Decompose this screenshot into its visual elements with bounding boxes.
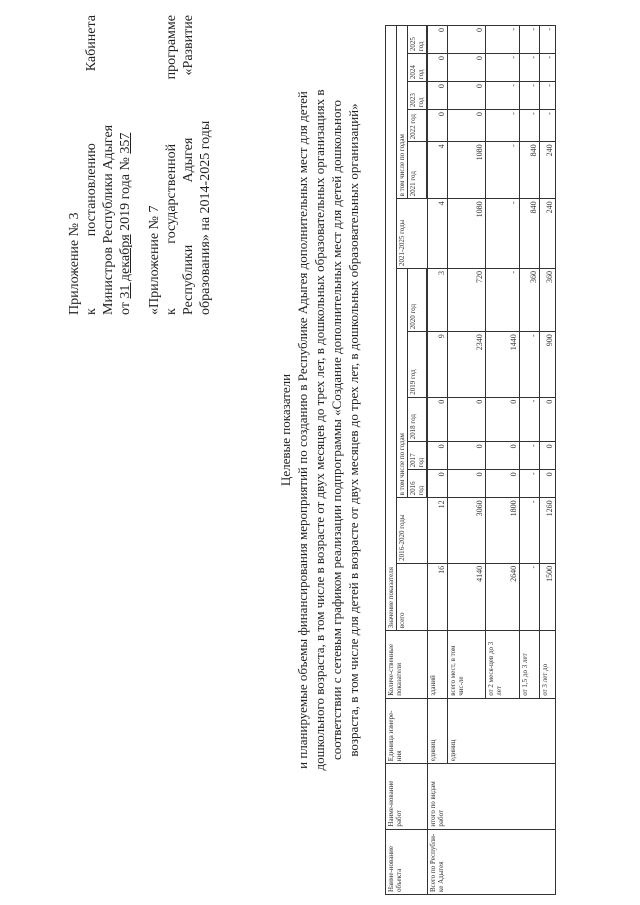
header-y2019: 2019 год bbox=[408, 332, 427, 397]
appendix7-program-word: программе bbox=[164, 15, 179, 80]
cell-p2: - bbox=[486, 199, 520, 269]
title-heading: Целевые показатели bbox=[278, 373, 293, 487]
cell-p1: 1260 bbox=[540, 498, 556, 563]
header-y2025: 2025 год bbox=[408, 26, 427, 54]
appendix7-years: образования» на 2014-2025 годы bbox=[198, 120, 213, 315]
cell-y2022: 0 bbox=[448, 110, 486, 142]
cell-y2017: - bbox=[520, 442, 540, 470]
header-y2022: 2022 год bbox=[408, 110, 427, 142]
cell-y2023: - bbox=[540, 82, 556, 110]
appendix-cabinet-word: Кабинета bbox=[84, 15, 99, 72]
title-body: и планируемые объемы финансирования мероприятий по созданию в Республике Адыгея дополнительных мест для детей дошкольного возраста, в том числе в возрасте от двух месяцев до трех лет, в дошкольных образовательных организациях в соответствии с сетевым графиком реализации подпрограммы «Создание дополнительных мест для детей дошкольного возраста, в том числе для детей в возрасте от двух месяцев до трех лет, в дошкольных образовательных организаций» bbox=[295, 89, 361, 771]
document-title bbox=[277, 85, 362, 775]
cell-y2017: 0 bbox=[486, 442, 520, 470]
cell-y2019: 9 bbox=[428, 332, 448, 397]
cell-y2025: 0 bbox=[448, 26, 486, 54]
appendix-header bbox=[66, 15, 214, 315]
appendix7-adygea: Адыгея bbox=[181, 137, 196, 183]
cell-y2020: 360 bbox=[540, 268, 556, 331]
appendix-resolution-word: постановлению bbox=[84, 143, 99, 237]
appendix7-republic bbox=[180, 15, 197, 315]
cell-y2025: 0 bbox=[428, 26, 448, 54]
cell-y2019: 900 bbox=[540, 332, 556, 397]
cell-y2024: - bbox=[486, 54, 520, 82]
cell-y2023: - bbox=[520, 82, 540, 110]
appendix7-to: к bbox=[164, 308, 179, 315]
appendix-date-line bbox=[117, 15, 134, 315]
appendix-ministers: Министров Республики Адыгея bbox=[101, 124, 116, 315]
cell-p2: 240 bbox=[540, 199, 556, 269]
header-total: всего bbox=[397, 563, 428, 630]
header-period-1-incl: в том числе по годам bbox=[397, 268, 408, 497]
cell-y2018: 0 bbox=[486, 397, 520, 442]
appendix7-republic-word: Республики bbox=[181, 244, 196, 315]
cell-y2016: 0 bbox=[448, 470, 486, 498]
cell-y2017: 0 bbox=[540, 442, 556, 470]
header-value: Значение показателя bbox=[386, 26, 397, 631]
table-header-row bbox=[386, 26, 397, 895]
cell-y2017: 0 bbox=[428, 442, 448, 470]
cell-y2024: 0 bbox=[448, 54, 486, 82]
header-y2020: 2020 год bbox=[408, 268, 427, 331]
cell-y2021: 840 bbox=[520, 142, 540, 199]
cell-p1: - bbox=[520, 498, 540, 563]
targets-table bbox=[385, 25, 556, 895]
header-y2024: 2024 год bbox=[408, 54, 427, 82]
cell-total: 4140 bbox=[448, 563, 486, 630]
row-label: от 2 меся-цев до 3 лет bbox=[486, 631, 520, 698]
cell-p1: 1800 bbox=[486, 498, 520, 563]
appendix-from: от bbox=[118, 302, 133, 315]
cell-y2020: 360 bbox=[520, 268, 540, 331]
cell-p2: 840 bbox=[520, 199, 540, 269]
cell-y2020: 720 bbox=[448, 268, 486, 331]
cell-total: 16 bbox=[428, 563, 448, 630]
header-period-2: 2021-2025 годы bbox=[397, 199, 428, 269]
cell-y2020: - bbox=[486, 268, 520, 331]
appendix-number: Приложение № 3 bbox=[67, 212, 82, 315]
cell-y2018: 0 bbox=[428, 397, 448, 442]
appendix7-development: «Развитие bbox=[181, 15, 196, 76]
cell-y2016: - bbox=[520, 470, 540, 498]
cell-y2016: 0 bbox=[486, 470, 520, 498]
cell-y2021: - bbox=[486, 142, 520, 199]
cell-p1: 3060 bbox=[448, 498, 486, 563]
appendix-date: 31 декабря bbox=[118, 234, 133, 299]
cell-p1: 12 bbox=[428, 498, 448, 563]
header-y2018: 2018 год bbox=[408, 397, 427, 442]
cell-y2023: 0 bbox=[448, 82, 486, 110]
cell-y2022: - bbox=[540, 110, 556, 142]
cell-p2: 4 bbox=[428, 199, 448, 269]
appendix7-program bbox=[163, 15, 180, 315]
row-label: всего мест, в том чис-ле bbox=[448, 631, 486, 698]
cell-y2022: - bbox=[486, 110, 520, 142]
cell-y2018: 0 bbox=[540, 397, 556, 442]
table-row bbox=[428, 26, 448, 895]
header-y2016: 2016 год bbox=[408, 470, 427, 498]
cell-y2024: 0 bbox=[428, 54, 448, 82]
row-label: от 1,5 до 3 лет bbox=[520, 631, 540, 698]
cell-y2018: 0 bbox=[448, 397, 486, 442]
row-unit: единиц bbox=[448, 698, 556, 763]
header-work: Наиме-нование работ bbox=[386, 764, 428, 829]
cell-y2020: 3 bbox=[428, 268, 448, 331]
cell-y2025: - bbox=[486, 26, 520, 54]
cell-y2025: - bbox=[540, 26, 556, 54]
header-qty: Количе-ственные показатели bbox=[386, 631, 428, 698]
header-y2023: 2023 год bbox=[408, 82, 427, 110]
cell-y2022: - bbox=[520, 110, 540, 142]
header-y2017: 2017 год bbox=[408, 442, 427, 470]
cell-y2016: 0 bbox=[428, 470, 448, 498]
cell-y2017: 0 bbox=[448, 442, 486, 470]
cell-y2018: - bbox=[520, 397, 540, 442]
cell-p2: 1080 bbox=[448, 199, 486, 269]
row-label: от 3 лет до bbox=[540, 631, 556, 698]
header-object: Наиме-нование объекта bbox=[386, 829, 428, 894]
cell-y2019: - bbox=[520, 332, 540, 397]
row-unit: единиц bbox=[428, 698, 448, 763]
cell-y2019: 1440 bbox=[486, 332, 520, 397]
cell-y2024: - bbox=[520, 54, 540, 82]
appendix-number-value: 357 bbox=[118, 132, 133, 154]
cell-y2021: 240 bbox=[540, 142, 556, 199]
cell-total: 2640 bbox=[486, 563, 520, 630]
cell-y2022: 0 bbox=[428, 110, 448, 142]
cell-y2024: - bbox=[540, 54, 556, 82]
cell-y2021: 4 bbox=[428, 142, 448, 199]
cell-y2019: 2340 bbox=[448, 332, 486, 397]
cell-y2023: 0 bbox=[428, 82, 448, 110]
appendix-to-word: к bbox=[84, 308, 99, 315]
row-object: Всего по Республи-ке Адыгея bbox=[428, 829, 556, 894]
cell-y2025: - bbox=[520, 26, 540, 54]
appendix7-state: государственной bbox=[164, 143, 179, 244]
cell-y2021: 1080 bbox=[448, 142, 486, 199]
cell-y2023: - bbox=[486, 82, 520, 110]
header-period-2-incl: в том числе по годам bbox=[397, 26, 408, 199]
header-unit: Единица измере-ния bbox=[386, 698, 428, 763]
cell-total: - bbox=[520, 563, 540, 630]
row-work: итого по видам работ bbox=[428, 764, 556, 829]
appendix-year: 2019 года № bbox=[118, 157, 133, 231]
header-period-1: 2016-2020 годы bbox=[397, 498, 428, 563]
appendix-to-resolution bbox=[83, 15, 100, 315]
header-y2021: 2021 год bbox=[408, 142, 427, 199]
appendix7-number: «Приложение № 7 bbox=[147, 205, 162, 315]
cell-y2016: 0 bbox=[540, 470, 556, 498]
cell-total: 1500 bbox=[540, 563, 556, 630]
row-label: зданий bbox=[428, 631, 448, 698]
